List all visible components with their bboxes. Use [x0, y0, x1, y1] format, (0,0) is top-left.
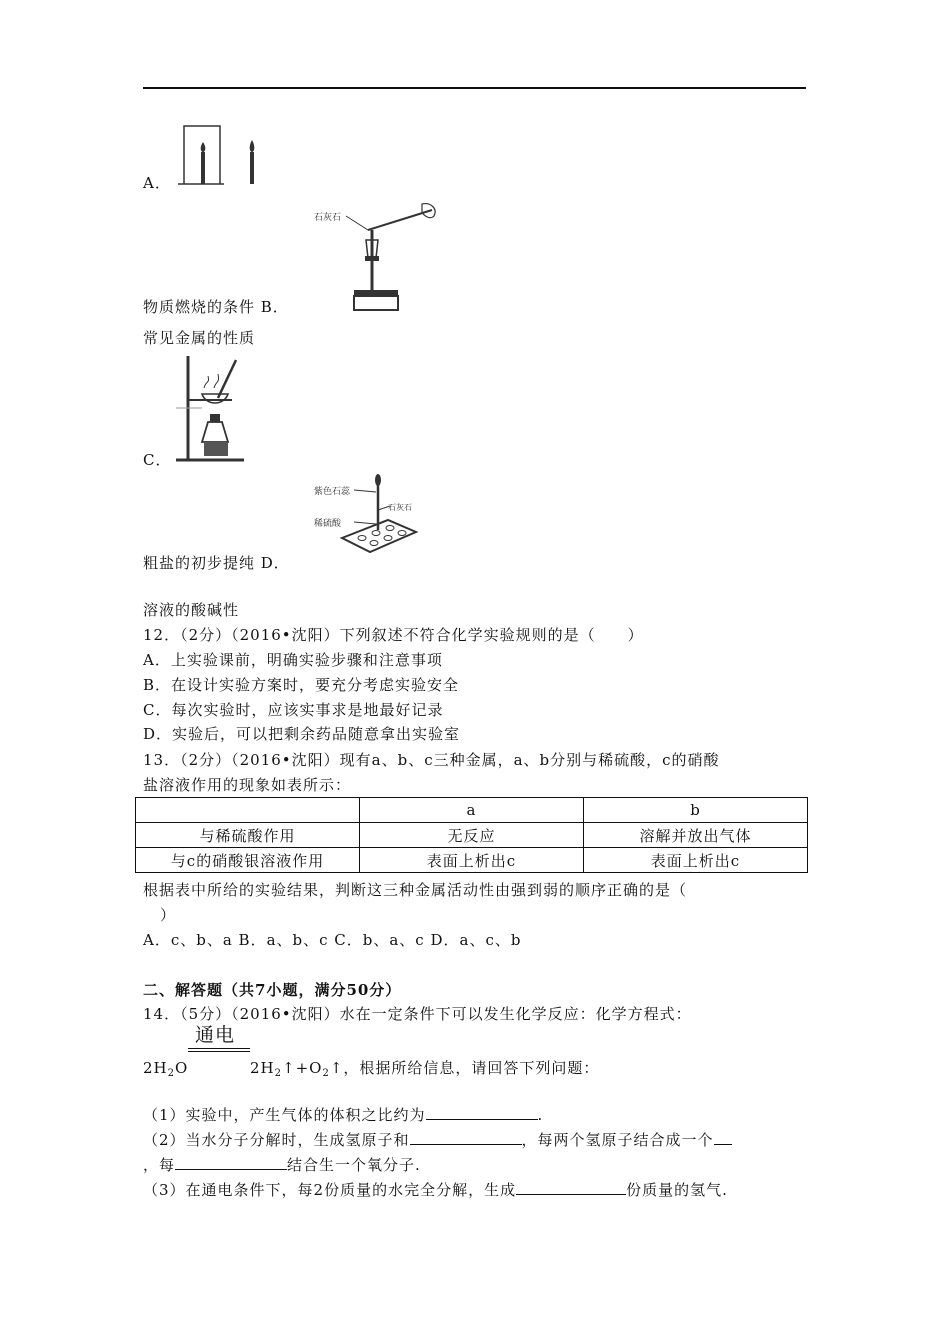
- q12-option-b: B．在设计实验方案时，要充分考虑实验安全: [143, 676, 460, 694]
- q14-stem: 14．（5分）（2016•沈阳）水在一定条件下可以发生化学反应：化学方程式：: [143, 1005, 692, 1023]
- table-header-cell: a: [360, 798, 584, 823]
- answer-blank[interactable]: [410, 1129, 522, 1145]
- answer-blank[interactable]: [175, 1154, 287, 1170]
- q14-part3: [143, 1179, 728, 1200]
- equation-line: [188, 1048, 250, 1049]
- q12-stem: 12．（2分）（2016•沈阳）下列叙述不符合化学实验规则的是（ ）: [143, 626, 644, 644]
- fig-d-reagent2-label: 稀硫酸: [314, 519, 342, 529]
- header-rule: [143, 87, 806, 89]
- q14-part2-text: （2）当水分子分解时，生成氢原子和: [143, 1131, 410, 1149]
- q13-question-line2: ）: [160, 906, 177, 924]
- table-row: [136, 823, 808, 848]
- option-a-label: A．: [143, 174, 171, 192]
- product-a: 2H: [250, 1059, 275, 1077]
- q14-part2-cont: [143, 1154, 421, 1175]
- table-header-row: [136, 798, 808, 823]
- q13-stem-line1: 13．（2分）（2016•沈阳）现有a、b、c三种金属，a、b分别与稀硫酸，c的硝酸: [143, 751, 720, 769]
- q14-part3-text: （3）在通电条件下，每2份质量的水完全分解，生成: [143, 1181, 517, 1199]
- table-cell: 表面上析出c: [584, 848, 808, 873]
- table-cell: 与稀硫酸作用: [136, 823, 360, 848]
- fig-d-reagent1-label: 紫色石蕊: [314, 487, 351, 497]
- q12-option-d: D．实验后，可以把剩余药品随意拿出实验室: [143, 725, 461, 743]
- q14-part1-end: .: [537, 1106, 544, 1124]
- answer-blank[interactable]: [426, 1104, 538, 1120]
- product-mid: ↑+O: [282, 1059, 323, 1077]
- figure-b-metal-heating: [310, 200, 440, 312]
- option-d-caption: 溶液的酸碱性: [143, 601, 240, 619]
- option-c-label: C．: [143, 451, 172, 469]
- fig-d-stone-label: 石灰石: [388, 503, 412, 512]
- q14-part1: [143, 1104, 543, 1125]
- table-cell: 溶解并放出气体: [584, 823, 808, 848]
- product-a-subscript: 2: [274, 1068, 282, 1079]
- q14-equation-reactant: [143, 1058, 188, 1078]
- option-d-line: 粗盐的初步提纯 D．: [143, 554, 290, 572]
- section-title: 二、解答题（共7小题，满分50分）: [143, 981, 402, 999]
- q14-equation-products: [250, 1058, 599, 1078]
- q13-stem-line2: 盐溶液作用的现象如表所示：: [143, 776, 352, 794]
- reactant-end: O: [175, 1059, 189, 1077]
- reactant-text: 2H: [143, 1059, 168, 1077]
- q12-option-c: C．每次实验时，应该实事求是地最好记录: [143, 701, 444, 719]
- reactant-subscript: 2: [167, 1068, 175, 1079]
- q13-question-line1: 根据表中所给的实验结果，判断这三种金属活动性由强到弱的顺序正确的是（: [143, 881, 688, 899]
- option-b-line: 物质燃烧的条件 B．: [143, 298, 289, 316]
- option-b-caption: 常见金属的性质: [143, 329, 256, 347]
- table-header-cell: b: [584, 798, 808, 823]
- q12-option-a: A．上实验课前，明确实验步骤和注意事项: [143, 651, 443, 669]
- equation-line: [188, 1051, 250, 1052]
- q14-part2b-text: ，每: [143, 1156, 176, 1174]
- q13-options: A．c、b、a B．a、b、c C．b、a、c D．a、c、b: [143, 931, 522, 949]
- figure-c-evaporation: [172, 350, 250, 466]
- product-b-subscript: 2: [322, 1068, 330, 1079]
- reaction-condition: 通电: [195, 1024, 236, 1046]
- q14-part2: [143, 1129, 732, 1150]
- figure-a-candles: [176, 122, 266, 188]
- q14-part2-mid: ，每两个氢原子结合成一个: [521, 1131, 714, 1149]
- figure-d-spot-plate: [312, 472, 424, 558]
- q14-part3-end: 份质量的氢气.: [626, 1181, 728, 1199]
- q14-part1-text: （1）实验中，产生气体的体积之比约为: [143, 1106, 426, 1124]
- table-cell: 无反应: [360, 823, 584, 848]
- table-header-cell: [136, 798, 360, 823]
- answer-blank[interactable]: [516, 1179, 626, 1195]
- q14-part2b-end: 结合生一个氧分子.: [287, 1156, 421, 1174]
- answer-blank[interactable]: [714, 1129, 732, 1145]
- table-cell: 表面上析出c: [360, 848, 584, 873]
- q13-results-table: [135, 797, 808, 873]
- fig-b-stone-label: 石灰石: [314, 213, 342, 223]
- product-end: ↑，根据所给信息，请回答下列问题：: [329, 1059, 600, 1077]
- table-row: [136, 848, 808, 873]
- table-cell: 与c的硝酸银溶液作用: [136, 848, 360, 873]
